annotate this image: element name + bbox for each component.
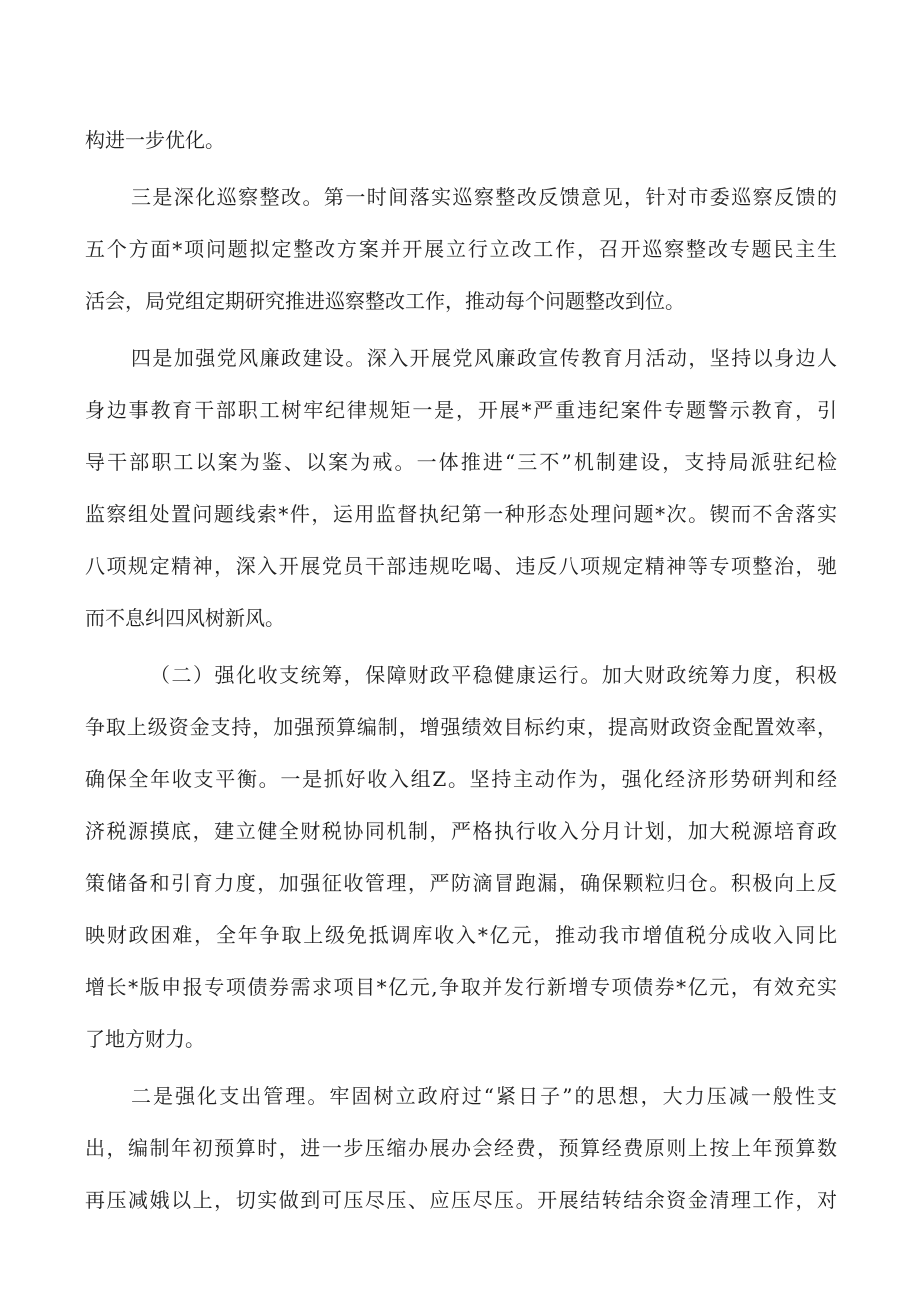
text-line: 争取上级资金支持，加强预算编制，增强绩效目标约束，提高财政资金配置效率， (85, 715, 837, 739)
text-line: 增长*版申报专项债券需求项目*亿元,争取并发行新增专项债券*亿元，有效充实 (85, 975, 837, 999)
text-line: 出，编制年初预算时，进一步压缩办展办会经费，预算经费原则上按上年预算数 (85, 1136, 837, 1160)
text-line: （二）强化收支统筹，保障财政平稳健康运行。加大财政统筹力度，积极 (150, 663, 837, 687)
text-line: 再压减娥以上，切实做到可压尽压、应压尽压。开展结转结余资金清理工作，对 (85, 1188, 837, 1212)
text-line: 身边事教育干部职工树牢纪律规矩一是，开展*严重违纪案件专题警示教育，引 (85, 398, 837, 422)
text-line: 二是强化支出管理。牢固树立政府过“紧日子”的思想，大力压减一般性支 (131, 1084, 837, 1108)
text-line: 策储备和引育力度，加强征收管理，严防滴冒跑漏，确保颗粒归仓。积极向上反 (85, 871, 837, 895)
text-line: 映财政困难，全年争取上级免抵调库收入*亿元，推动我市增值税分成收入同比 (85, 923, 837, 947)
text-line: 而不息纠四风树新风。 (85, 606, 285, 630)
text-line: 构进一步优化。 (85, 128, 225, 152)
text-line: 八项规定精神，深入开展党员干部违规吃喝、违反八项规定精神等专项整治，驰 (85, 554, 837, 578)
text-line: 活会，局党组定期研究推进巡察整改工作，推动每个问题整改到位。 (85, 289, 685, 313)
text-line: 确保全年收支平衡。一是抓好收入组Z。坚持主动作为，强化经济形势研判和经 (85, 767, 837, 791)
text-line: 导干部职工以案为鉴、以案为戒。一体推进“三不”机制建设，支持局派驻纪检 (85, 450, 837, 474)
text-line: 三是深化巡察整改。第一时间落实巡察整改反馈意见，针对市委巡察反馈的 (131, 185, 837, 209)
text-line: 五个方面*项问题拟定整改方案并开展立行立改工作，召开巡察整改专题民主生 (85, 237, 837, 261)
text-line: 了地方财力。 (85, 1027, 205, 1051)
text-line: 四是加强党风廉政建设。深入开展党风廉政宣传教育月活动，坚持以身边人 (131, 346, 837, 370)
text-line: 监察组处置问题线索*件，运用监督执纪第一种形态处理问题*次。锲而不舍落实 (85, 502, 837, 526)
text-line: 济税源摸底，建立健全财税协同机制，严格执行收入分月计划，加大税源培育政 (85, 819, 837, 843)
